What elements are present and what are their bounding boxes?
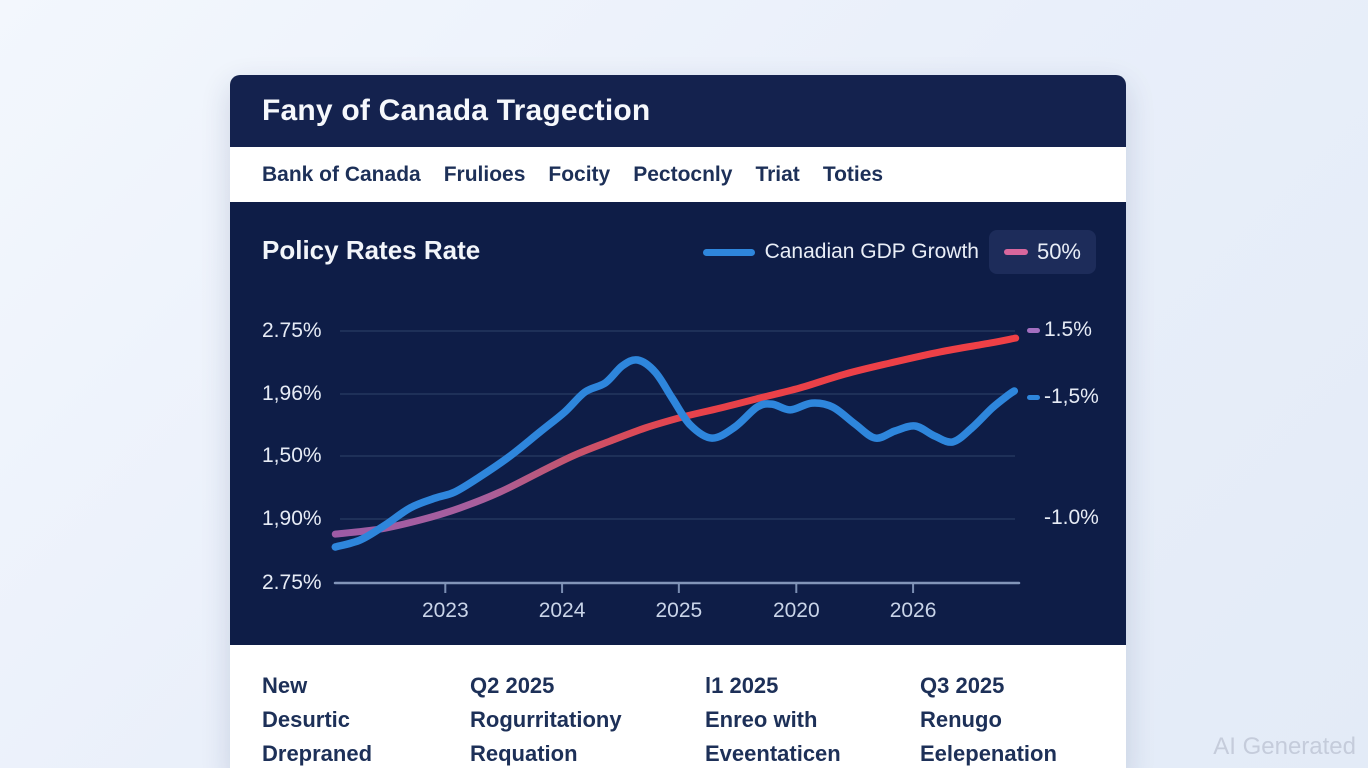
footer-card <box>705 669 841 768</box>
x-axis-label: 2026 <box>889 599 937 622</box>
nav-item-frulioes[interactable]: Frulioes <box>443 162 526 186</box>
nav-item-focity[interactable]: Focity <box>548 162 611 186</box>
y-axis-left-label: 2.75% <box>262 319 322 342</box>
nav-item-bank-of-canada[interactable]: Bank of Canada <box>262 162 421 186</box>
footer-line: Eelepenation <box>920 741 1057 766</box>
y-axis-right-label: -1,5% <box>1044 385 1099 409</box>
y-axis-left-label: 2.75% <box>262 571 322 594</box>
nav-item-pectocnly[interactable]: Pectocnly <box>633 162 733 186</box>
footer-line: Eveentaticen <box>705 741 841 766</box>
watermark: AI Generated <box>1213 733 1356 760</box>
page-title: Fany of Canada Tragection <box>262 94 651 127</box>
pink-line-swatch-icon <box>1004 249 1028 255</box>
blue-line-swatch-icon <box>703 249 755 256</box>
footer-line: Enreo with <box>705 707 818 732</box>
legend-gdp-label: Canadian GDP Growth <box>764 240 979 263</box>
y-axis-right-label: 1.5% <box>1044 317 1092 341</box>
legend-item-gdp[interactable] <box>703 240 979 264</box>
footer-card <box>920 669 1057 768</box>
chart-legend <box>703 230 1096 274</box>
footer-line: l1 2025 <box>705 673 779 698</box>
footer-line: Renugo <box>920 707 1002 732</box>
card-footer <box>230 645 1126 768</box>
y-axis-right-tick-icon <box>1027 395 1040 400</box>
footer-line: Q3 2025 <box>920 673 1005 698</box>
y-axis-right-label: -1.0% <box>1044 505 1099 529</box>
dashboard-card <box>230 75 1126 768</box>
nav-bar <box>230 147 1126 202</box>
y-axis-left-label: 1,90% <box>262 506 322 530</box>
footer-line: Requation <box>470 741 578 766</box>
footer-card <box>470 669 622 768</box>
footer-line: New <box>262 673 308 698</box>
x-axis-label: 2020 <box>772 599 820 622</box>
chart-panel <box>230 202 1126 645</box>
footer-line: Drepraned <box>262 741 373 766</box>
x-axis-label: 2023 <box>421 599 469 622</box>
chart-title: Policy Rates Rate <box>262 235 481 265</box>
footer-line: Rogurritationy <box>470 707 622 732</box>
footer-card <box>262 669 372 768</box>
card-header <box>230 75 1126 147</box>
x-axis-label: 2024 <box>538 599 586 622</box>
footer-line: Desurtic <box>262 707 351 732</box>
nav-item-toties[interactable]: Toties <box>822 162 884 186</box>
nav-item-triat[interactable]: Triat <box>755 162 800 186</box>
y-axis-right-tick-icon <box>1027 328 1040 333</box>
y-axis-left-label: 1,96% <box>262 382 322 405</box>
legend-50pct-label: 50% <box>1036 239 1081 264</box>
footer-line: Q2 2025 <box>470 673 555 698</box>
legend-item-50pct[interactable] <box>989 230 1096 274</box>
y-axis-left-label: 1,50% <box>262 443 322 467</box>
x-axis-label: 2025 <box>655 599 703 622</box>
